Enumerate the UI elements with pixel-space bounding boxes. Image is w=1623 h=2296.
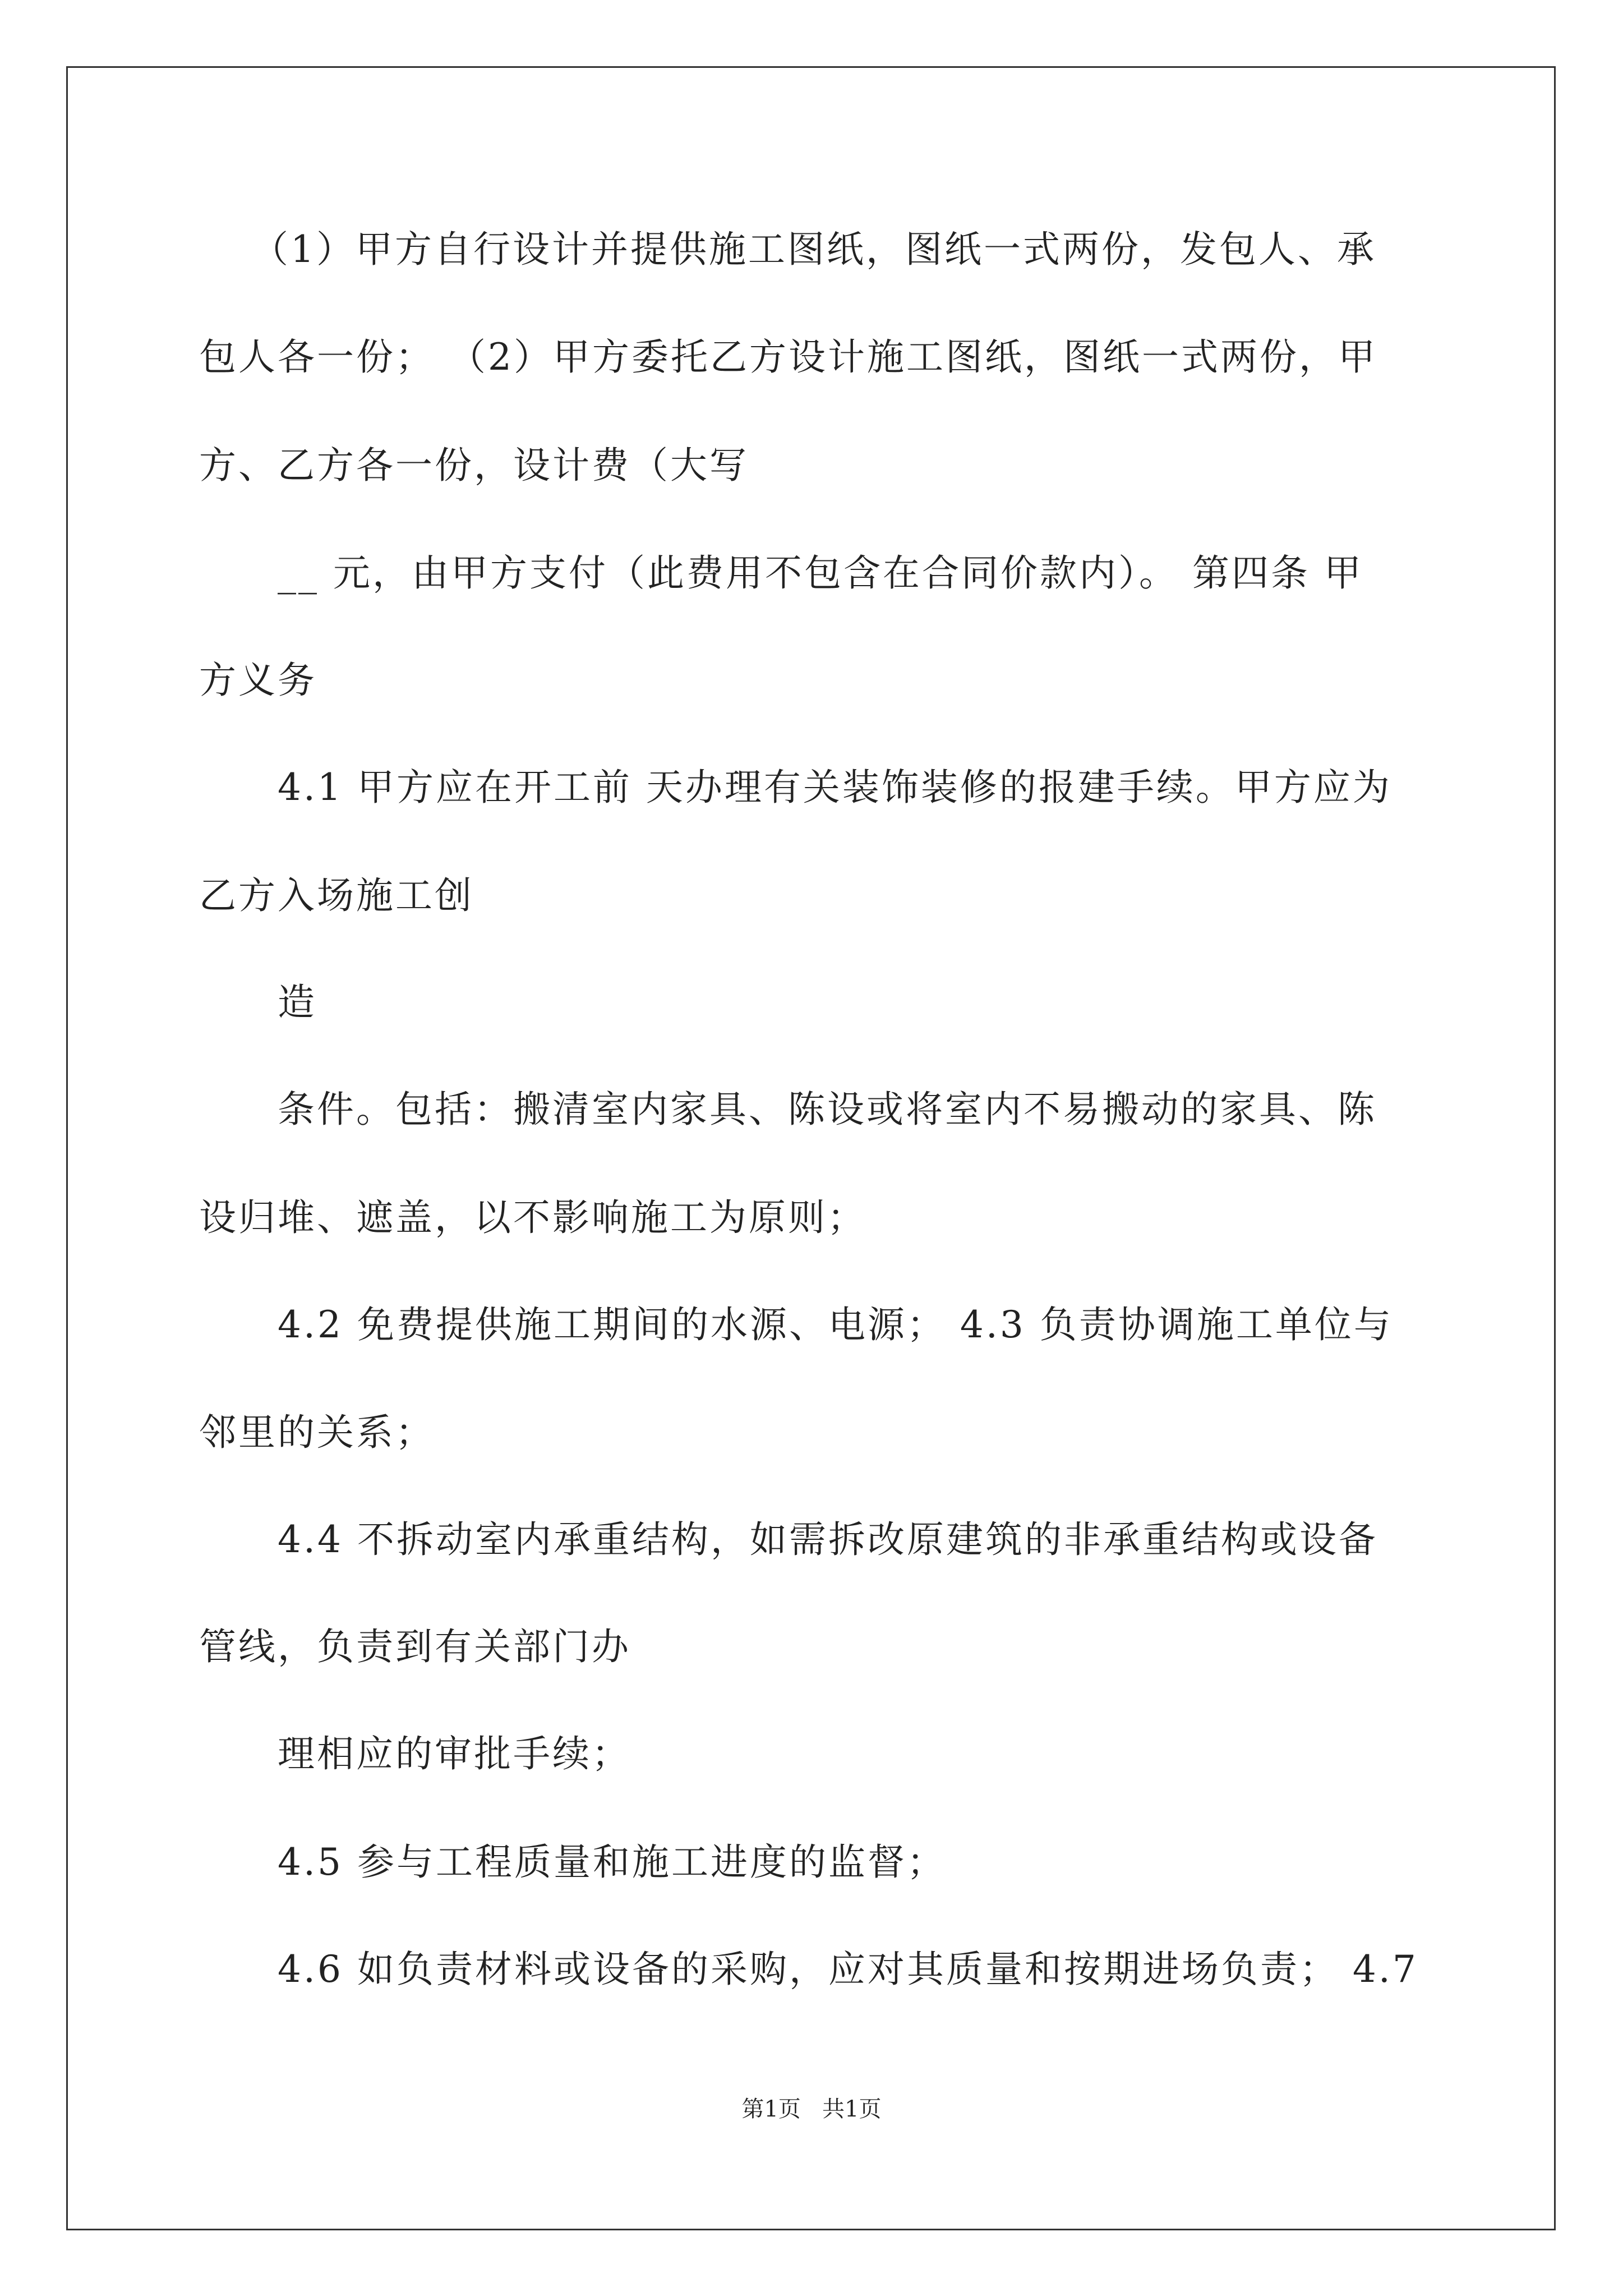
paragraph-line: 4.4 不拆动室内承重结构，如需拆改原建筑的非承重结构或设备 (278, 1518, 1378, 1561)
paragraph-line: 方、乙方各一份，设计费（大写 (199, 444, 749, 487)
paragraph-line: 理相应的审批手续； (278, 1732, 631, 1775)
paragraph-line: 4.1 甲方应在开工前 天办理有关装饰装修的报建手续。甲方应为 (278, 766, 1392, 809)
paragraph-line: 设归堆、遮盖，以不影响施工为原则； (199, 1196, 866, 1239)
paragraph-line: （1）甲方自行设计并提供施工图纸，图纸一式两份，发包人、承 (251, 228, 1376, 271)
page-number-footer: 第1页 共1页 (741, 2096, 882, 2122)
paragraph-line: __ 元，由甲方支付（此费用不包含在合同价款内）。 第四条 甲 (278, 551, 1363, 595)
paragraph-line: 管线，负责到有关部门办 (199, 1625, 631, 1668)
paragraph-line: 造 (278, 981, 317, 1024)
paragraph-line: 条件。包括：搬清室内家具、陈设或将室内不易搬动的家具、陈 (278, 1088, 1377, 1131)
paragraph-line: 乙方入场施工创 (199, 874, 474, 917)
paragraph-line: 4.6 如负责材料或设备的采购，应对其质量和按期进场负责； 4.7 (278, 1948, 1418, 1991)
paragraph-line: 4.5 参与工程质量和施工进度的监督； (278, 1841, 946, 1884)
paragraph-line: 方义务 (199, 659, 317, 702)
paragraph-line: 包人各一份； （2）甲方委托乙方设计施工图纸，图纸一式两份，甲 (199, 335, 1377, 379)
paragraph-line: 4.2 免费提供施工期间的水源、电源； 4.3 负责协调施工单位与 (278, 1303, 1393, 1346)
paragraph-line: 邻里的关系； (199, 1411, 435, 1454)
page-border (66, 66, 1556, 2230)
